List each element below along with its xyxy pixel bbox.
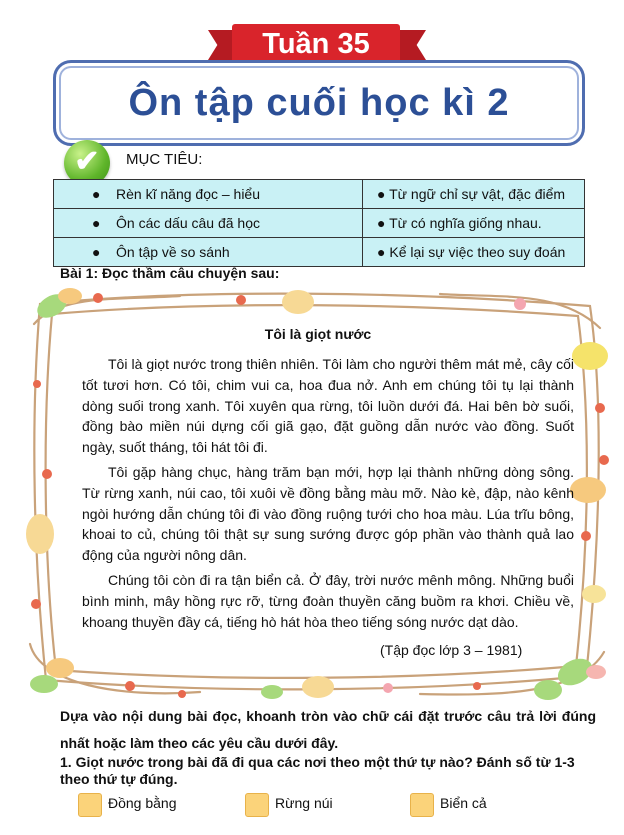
bullet-icon: ● bbox=[377, 186, 390, 202]
objectives-row bbox=[54, 238, 585, 267]
objective-cell: ● Từ có nghĩa giống nhau. bbox=[363, 209, 585, 238]
story-title: Tôi là giọt nước bbox=[264, 326, 372, 342]
objective-cell: ● Ôn các dấu câu đã học bbox=[54, 209, 363, 238]
bullet-icon: ● bbox=[92, 186, 117, 202]
answer-option-label: Biển cả bbox=[440, 795, 487, 811]
checkmark-icon: ✔ bbox=[64, 140, 110, 186]
answer-option-label: Rừng núi bbox=[275, 795, 333, 811]
week-label: Tuần 35 bbox=[262, 28, 370, 60]
answer-box[interactable] bbox=[245, 793, 269, 817]
question-1: 1. Giọt nước trong bài đã đi qua các nơi theo một thứ tự nào? Đánh số từ 1-3 theo thứ tự đúng. bbox=[60, 754, 575, 787]
story-paragraph: Tôi là giọt nước trong thiên nhiên. Tôi làm cho người thêm mát mẻ, cây cối tốt tươi hơn. Có tôi, chim vui ca, hoa đua nở. Anh em chúng tôi tụ lại thành dòng suối trong xanh. Tôi xuyên qua rừng, tôi luồn dưới đá. Hai bên bờ suối, đồng bào miền núi dựng cối giã gạo, đặt guồng dẫn nước vào đồng. Suốt ngày, suốt tháng, tôi hát tôi đi. bbox=[82, 356, 574, 456]
objectives-row bbox=[54, 209, 585, 238]
story-source: (Tập đọc lớp 3 – 1981) bbox=[380, 642, 523, 658]
objective-cell: ● Từ ngữ chỉ sự vật, đặc điểm bbox=[363, 180, 585, 209]
objectives-table bbox=[53, 179, 585, 267]
answer-box[interactable] bbox=[410, 793, 434, 817]
story-paragraph: Chúng tôi còn đi ra tận biển cả. Ở đây, trời nước mênh mông. Những buổi bình minh, mây hồng rực rỡ, từng đoàn thuyền căng buồm ra khơi. Chiều về, khoang thuyền đầy cá, tiếng hò hát hòa theo tiếng sóng nước dạt dào. bbox=[82, 572, 574, 630]
answer-box[interactable] bbox=[78, 793, 102, 817]
objective-cell: ● Kể lại sự việc theo suy đoán bbox=[363, 238, 585, 267]
bullet-icon: ● bbox=[377, 215, 390, 231]
objectives-row bbox=[54, 180, 585, 209]
objectives-label: MỤC TIÊU: bbox=[126, 151, 203, 168]
objective-cell: ● Ôn tập về so sánh bbox=[54, 238, 363, 267]
answer-option-label: Đồng bằng bbox=[108, 795, 177, 811]
page-title: Ôn tập cuối học kì 2 bbox=[128, 82, 510, 124]
bullet-icon: ● bbox=[92, 215, 117, 231]
exercise-heading: Bài 1: Đọc thầm câu chuyện sau: bbox=[60, 265, 280, 281]
instruction-text: Dựa vào nội dung bài đọc, khoanh tròn vào chữ cái đặt trước câu trả lời đúng nhất hoặc làm theo các yêu cầu dưới đây. bbox=[60, 708, 596, 751]
objective-cell: ● Rèn kĩ năng đọc – hiểu bbox=[54, 180, 363, 209]
bullet-icon: ● bbox=[92, 244, 117, 260]
bullet-icon: ● bbox=[377, 244, 390, 260]
story-paragraph: Tôi gặp hàng chục, hàng trăm bạn mới, hợp lại thành những dòng sông. Từ rừng xanh, núi cao, tôi xuôi về đồng bằng màu mỡ. Nào kè, đập, nào kênh ngòi hướng dẫn chúng tôi đi vào đồng ruộng tưới cho hoa màu. Lúa trĩu bông, khoai to củ, chúng tôi thật sự sung sướng được góp phần vào thành quả lao động của người nông dân. bbox=[82, 464, 574, 564]
